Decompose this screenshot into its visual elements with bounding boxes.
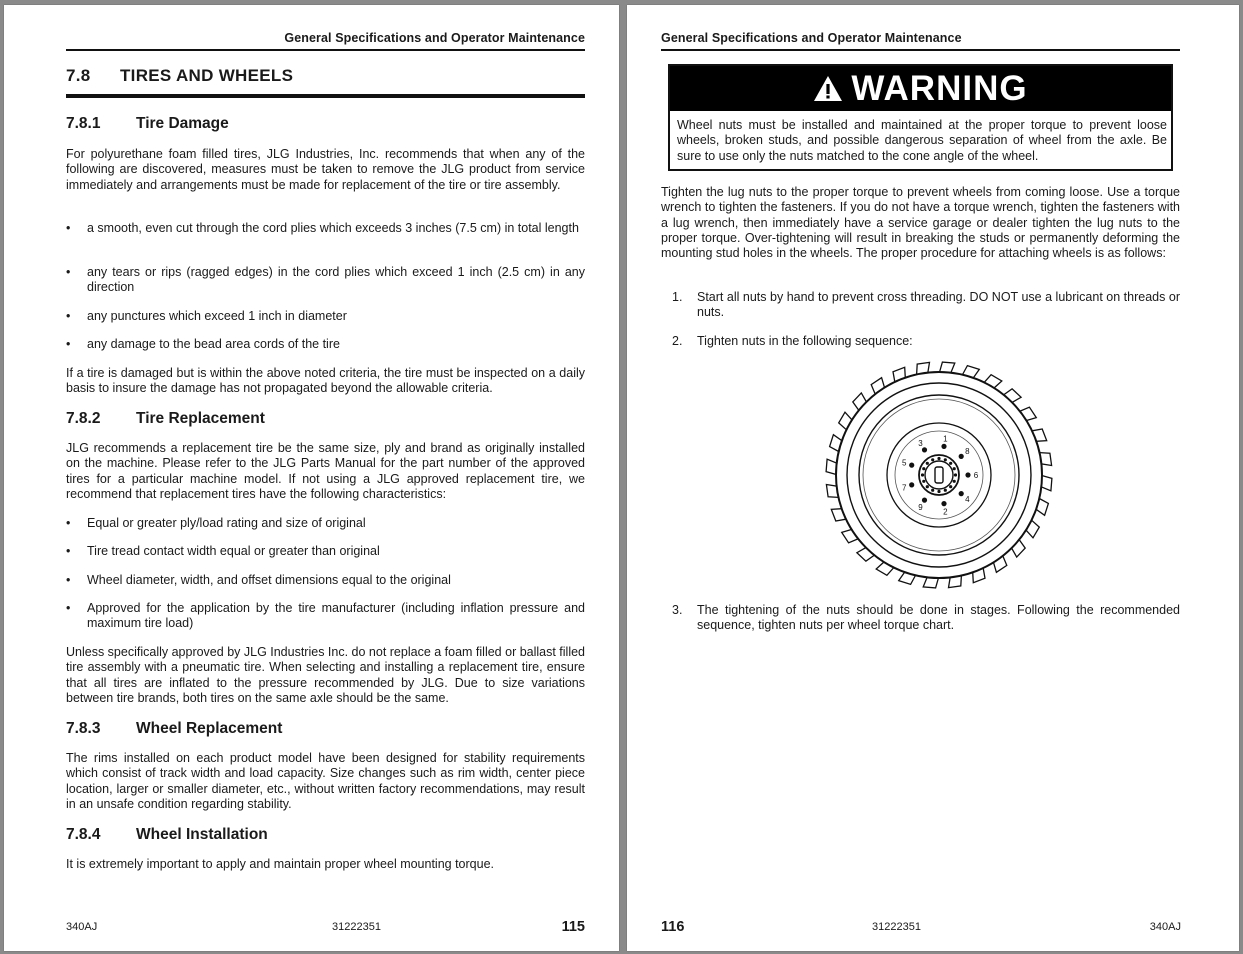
warning-banner [670, 66, 1171, 111]
list-item: • Equal or greater ply/load rating and size of original [66, 516, 366, 530]
subsection-title-wheel-replacement [66, 720, 282, 738]
paragraph: Unless specifically approved by JLG Industries Inc. do not replace a foam filled or ballast filled tire assembly with a pneumatic tire. When selecting and installing a replacement tire, ensure that all tires are inflated to the pressure recommended by JLG. Due to size variations between tire brands, both tires on the same axle should be the same. [66, 645, 586, 705]
footer-doc-number: 31222351 [332, 921, 381, 933]
header-rule [66, 49, 585, 51]
page-115 [4, 5, 619, 951]
subsection-heading: Wheel Installation [136, 826, 268, 843]
paragraph: The rims installed on each product model have been designed for stability requirements which consist of track width and load capacity. Size changes such as rim width, center piece location, larger or smaller diameter, etc., without written factory recommendations, may result in an unsafe condition regarding stability. [66, 751, 585, 811]
running-header: General Specifications and Operator Maintenance [284, 31, 585, 45]
warning-box [668, 64, 1173, 171]
footer-doc-number: 31222351 [872, 921, 921, 933]
paragraph: It is extremely important to apply and maintain proper wheel mounting torque. [66, 857, 495, 871]
list-item: • Approved for the application by the tire manufacturer (including inflation pressure and maximum tire load) [66, 601, 585, 631]
lug-nut-sequence-figure [825, 361, 1053, 589]
footer-model: 340AJ [66, 921, 98, 933]
subsection-number: 7.8.2 [66, 410, 101, 427]
stud-sequence-label: 7 [901, 483, 907, 493]
subsection-heading: Tire Damage [136, 115, 229, 132]
stud-sequence-label: 3 [918, 439, 923, 448]
lug-stud [922, 447, 927, 452]
list-item: • Tire tread contact width equal or greater than original [66, 544, 380, 558]
stud-sequence-label: 5 [901, 458, 907, 468]
lug-stud [959, 491, 964, 496]
list-item: • any punctures which exceed 1 inch in diameter [66, 309, 347, 323]
subsection-title-tire-damage [66, 115, 229, 133]
subsection-title-wheel-installation [66, 826, 268, 844]
section-title [66, 66, 293, 86]
list-item: 1. Start all nuts by hand to prevent cross threading. DO NOT use a lubricant on threads or nuts. [672, 290, 1180, 320]
list-item: 2. Tighten nuts in the following sequence: [672, 334, 913, 348]
lug-stud [959, 454, 964, 459]
footer-model: 340AJ [1149, 921, 1181, 933]
lug-stud [941, 444, 946, 449]
warning-text: Wheel nuts must be installed and maintained at the proper torque to prevent loose wheels, broken studs, and possible dangerous separation of wheel from the axle. Be sure to use only the nuts matched to the cone angle of the wheel. [677, 118, 1167, 163]
list-item: • a smooth, even cut through the cord plies which exceeds 3 inches (7.5 cm) in total length [66, 221, 579, 235]
subsection-title-tire-replacement [66, 410, 265, 428]
stud-sequence-label: 9 [918, 503, 923, 512]
lug-stud [941, 501, 946, 506]
paragraph: If a tire is damaged but is within the above noted criteria, the tire must be inspected on a daily basis to insure the damage has not propagated beyond the allowable criteria. [66, 366, 585, 396]
header-rule [661, 49, 1180, 51]
section-number: 7.8 [66, 66, 91, 85]
list-item: 3. The tightening of the nuts should be done in stages. Following the recommended sequence, tighten nuts per wheel torque chart. [672, 603, 1180, 633]
lug-stud [909, 463, 914, 468]
list-item: • any tears or rips (ragged edges) in the cord plies which exceed 1 inch (2.5 cm) in any direction [66, 265, 585, 295]
lug-stud [909, 482, 914, 487]
paragraph: Tighten the lug nuts to the proper torque to prevent wheels from coming loose. Use a torque wrench to tighten the fasteners. If you do not have a torque wrench, tighten the fasteners with a lug wrench, then immediately have a service garage or dealer tighten the lug nuts to the proper torque. Over-tightening will result in breaking the studs or permanently deforming the mounting stud holes in the wheels. The proper procedure for attaching wheels is as follows: [661, 185, 1180, 261]
subsection-heading: Tire Replacement [136, 410, 265, 427]
stud-sequence-label: 6 [973, 471, 979, 480]
page-number: 115 [561, 919, 585, 935]
warning-title: WARNING [851, 68, 1028, 108]
section-heading: TIRES AND WHEELS [120, 66, 294, 85]
stud-sequence-label: 2 [943, 507, 948, 517]
subsection-number: 7.8.4 [66, 826, 101, 843]
paragraph: JLG recommends a replacement tire be the same size, ply and brand as originally installed on the machine. Please refer to the JLG Parts Manual for the part number of the approved tires for a particular machine model. If not using a JLG approved replacement tire, we recommend that replacement tires have the following characteristics: [66, 441, 585, 501]
subsection-number: 7.8.1 [66, 115, 101, 132]
page-116 [627, 5, 1239, 951]
subsection-heading: Wheel Replacement [136, 720, 283, 737]
stud-sequence-label: 8 [965, 447, 970, 457]
running-header: General Specifications and Operator Maintenance [661, 31, 962, 45]
section-rule [66, 94, 585, 98]
lug-stud [922, 498, 927, 503]
paragraph: For polyurethane foam filled tires, JLG Industries, Inc. recommends that when any of the following are discovered, measures must be taken to remove the JLG product from service immediately and arrangements must be made for replacement of the tire or tire assembly. [66, 147, 585, 192]
page-number: 116 [661, 919, 685, 935]
lug-stud [965, 472, 970, 477]
stud-sequence-label: 1 [943, 434, 948, 444]
subsection-number: 7.8.3 [66, 720, 101, 737]
list-item: • Wheel diameter, width, and offset dimensions equal to the original [66, 573, 451, 587]
warning-triangle-icon [813, 75, 843, 102]
list-item: • any damage to the bead area cords of the tire [66, 337, 340, 351]
stud-sequence-label: 4 [965, 494, 970, 504]
